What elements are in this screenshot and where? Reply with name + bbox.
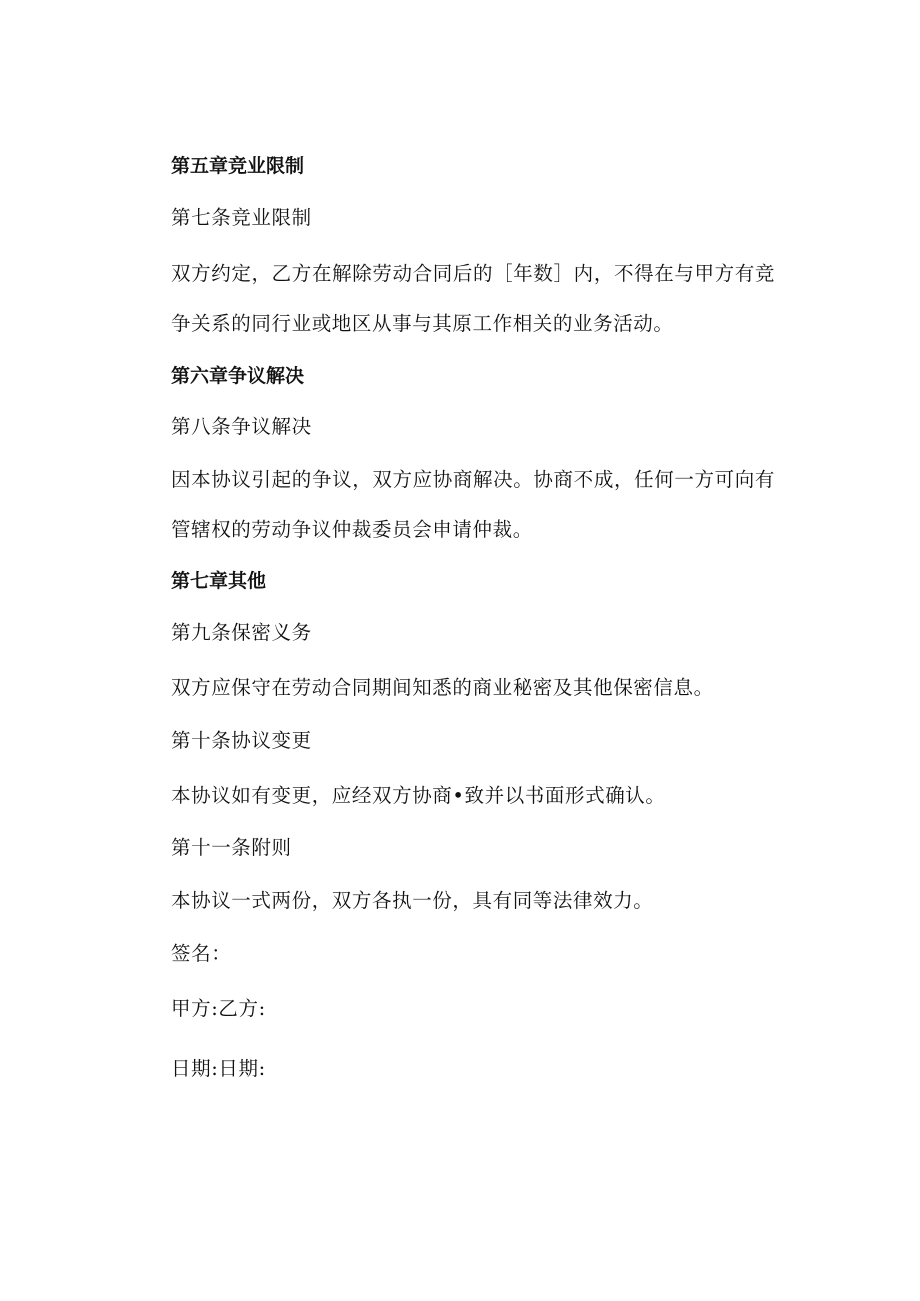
article-title: 第七条竞业限制	[171, 206, 312, 229]
signature-parties: 甲方:乙方:	[171, 997, 266, 1020]
article-title: 第十条协议变更	[171, 729, 312, 752]
chapter-heading: 第七章其他	[171, 570, 267, 592]
article-body: 因本协议引起的争议，双方应协商解决。协商不成，任何一方可向有管辖权的劳动争议仲裁委员会申请仲裁。	[171, 468, 775, 541]
signature-dates: 日期:日期:	[171, 1057, 266, 1080]
article-title: 第十一条附则	[171, 836, 292, 859]
article-body: 双方应保守在劳动合同期间知悉的商业秘密及其他保密信息。	[171, 676, 714, 699]
chapter-heading: 第五章竞业限制	[171, 155, 305, 177]
signature-label: 签名：	[171, 942, 232, 965]
article-body: 本协议如有变更，应经双方协商•致并以书面形式确认。	[171, 784, 666, 807]
chapter-heading: 第六章争议解决	[171, 365, 305, 387]
article-body: 双方约定，乙方在解除劳动合同后的［年数］内，不得在与甲方有竞争关系的同行业或地区从事与其原工作相关的业务活动。	[171, 262, 775, 335]
article-title: 第九条保密义务	[171, 621, 312, 644]
article-title: 第八条争议解决	[171, 415, 312, 438]
article-body: 本协议一式两份，双方各执一份，具有同等法律效力。	[171, 889, 654, 912]
